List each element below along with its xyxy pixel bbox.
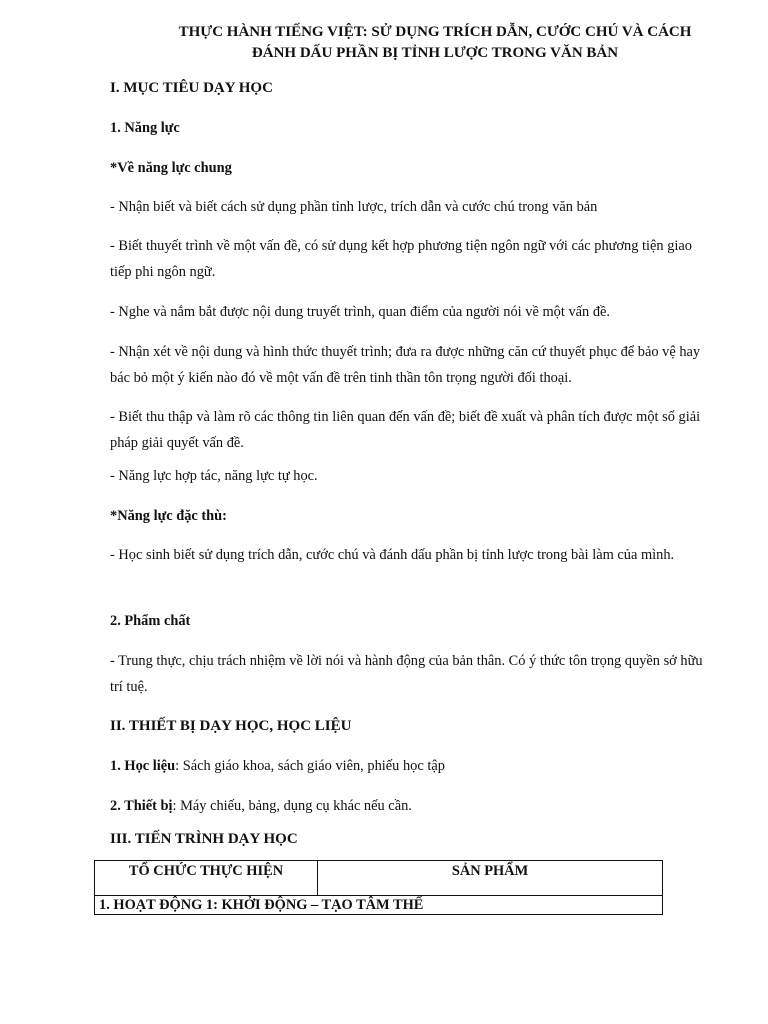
materials-text: : Sách giáo khoa, sách giáo viên, phiếu học tập — [175, 758, 445, 774]
process-table — [94, 860, 663, 915]
materials-label: 1. Học liệu — [110, 758, 176, 774]
general-item-2: - Biết thuyết trình về một vấn đề, có sử dụng kết hợp phương tiện ngôn ngữ với các phương tiện giao tiếp phi ngôn ngữ. — [110, 238, 692, 280]
equipment-text: : Máy chiếu, bảng, dụng cụ khác nếu cần. — [172, 798, 412, 814]
general-item-1: - Nhận biết và biết cách sử dụng phần tỉnh lược, trích dẫn và cước chú trong văn bản — [110, 199, 598, 215]
subheading-qualities: 2. Phẩm chất — [110, 613, 191, 629]
activity-1-row: 1. HOẠT ĐỘNG 1: KHỞI ĐỘNG – TẠO TÂM THẾ — [95, 896, 663, 915]
quality-item: - Trung thực, chịu trách nhiệm về lời nói và hành động của bản thân. Có ý thức tôn trọng quyền sở hữu trí tuệ. — [110, 653, 703, 695]
general-item-6: - Năng lực hợp tác, năng lực tự học. — [110, 468, 318, 484]
document-title — [110, 22, 760, 64]
section-3-heading: III. TIẾN TRÌNH DẠY HỌC — [110, 831, 298, 847]
materials-line — [110, 753, 710, 779]
specific-competence-heading: *Năng lực đặc thù: — [110, 508, 227, 524]
general-item-3: - Nghe và nắm bắt được nội dung truyết trình, quan điểm của người nói về một vấn đề. — [110, 304, 610, 320]
title-line-1: THỰC HÀNH TIẾNG VIỆT: SỬ DỤNG TRÍCH DẪN, CƯỚC CHÚ VÀ CÁCH — [178, 24, 692, 40]
equipment-line — [110, 793, 710, 819]
title-line-2: ĐÁNH DẤU PHẦN BỊ TỈNH LƯỢC TRONG VĂN BẢN — [251, 45, 619, 61]
table-header-product: SẢN PHẨM — [318, 861, 663, 896]
table-header-organization: TỔ CHỨC THỰC HIỆN — [95, 861, 318, 896]
specific-item: - Học sinh biết sử dụng trích dẫn, cước chú và đánh dấu phần bị tỉnh lược trong bài làm của mình. — [110, 547, 675, 563]
general-item-5: - Biết thu thập và làm rõ các thông tin liên quan đến vấn đề; biết đề xuất và phân tích được một số giải pháp giải quyết vấn đề. — [110, 409, 701, 451]
subheading-competence: 1. Năng lực — [110, 120, 180, 136]
section-1-heading: I. MỤC TIÊU DẠY HỌC — [110, 80, 273, 96]
general-competence-heading: *Về năng lực chung — [110, 160, 232, 176]
table-header-row — [95, 861, 663, 896]
equipment-label: 2. Thiết bị — [110, 798, 173, 814]
general-item-4: - Nhận xét về nội dung và hình thức thuyết trình; đưa ra được những căn cứ thuyết phục để bảo vệ hay bác bỏ một ý kiến nào đó về một vấn đề trên tinh thần tôn trọng người đối thoại. — [110, 344, 701, 386]
section-2-heading: II. THIẾT BỊ DẠY HỌC, HỌC LIỆU — [110, 718, 352, 734]
table-row — [95, 896, 663, 915]
